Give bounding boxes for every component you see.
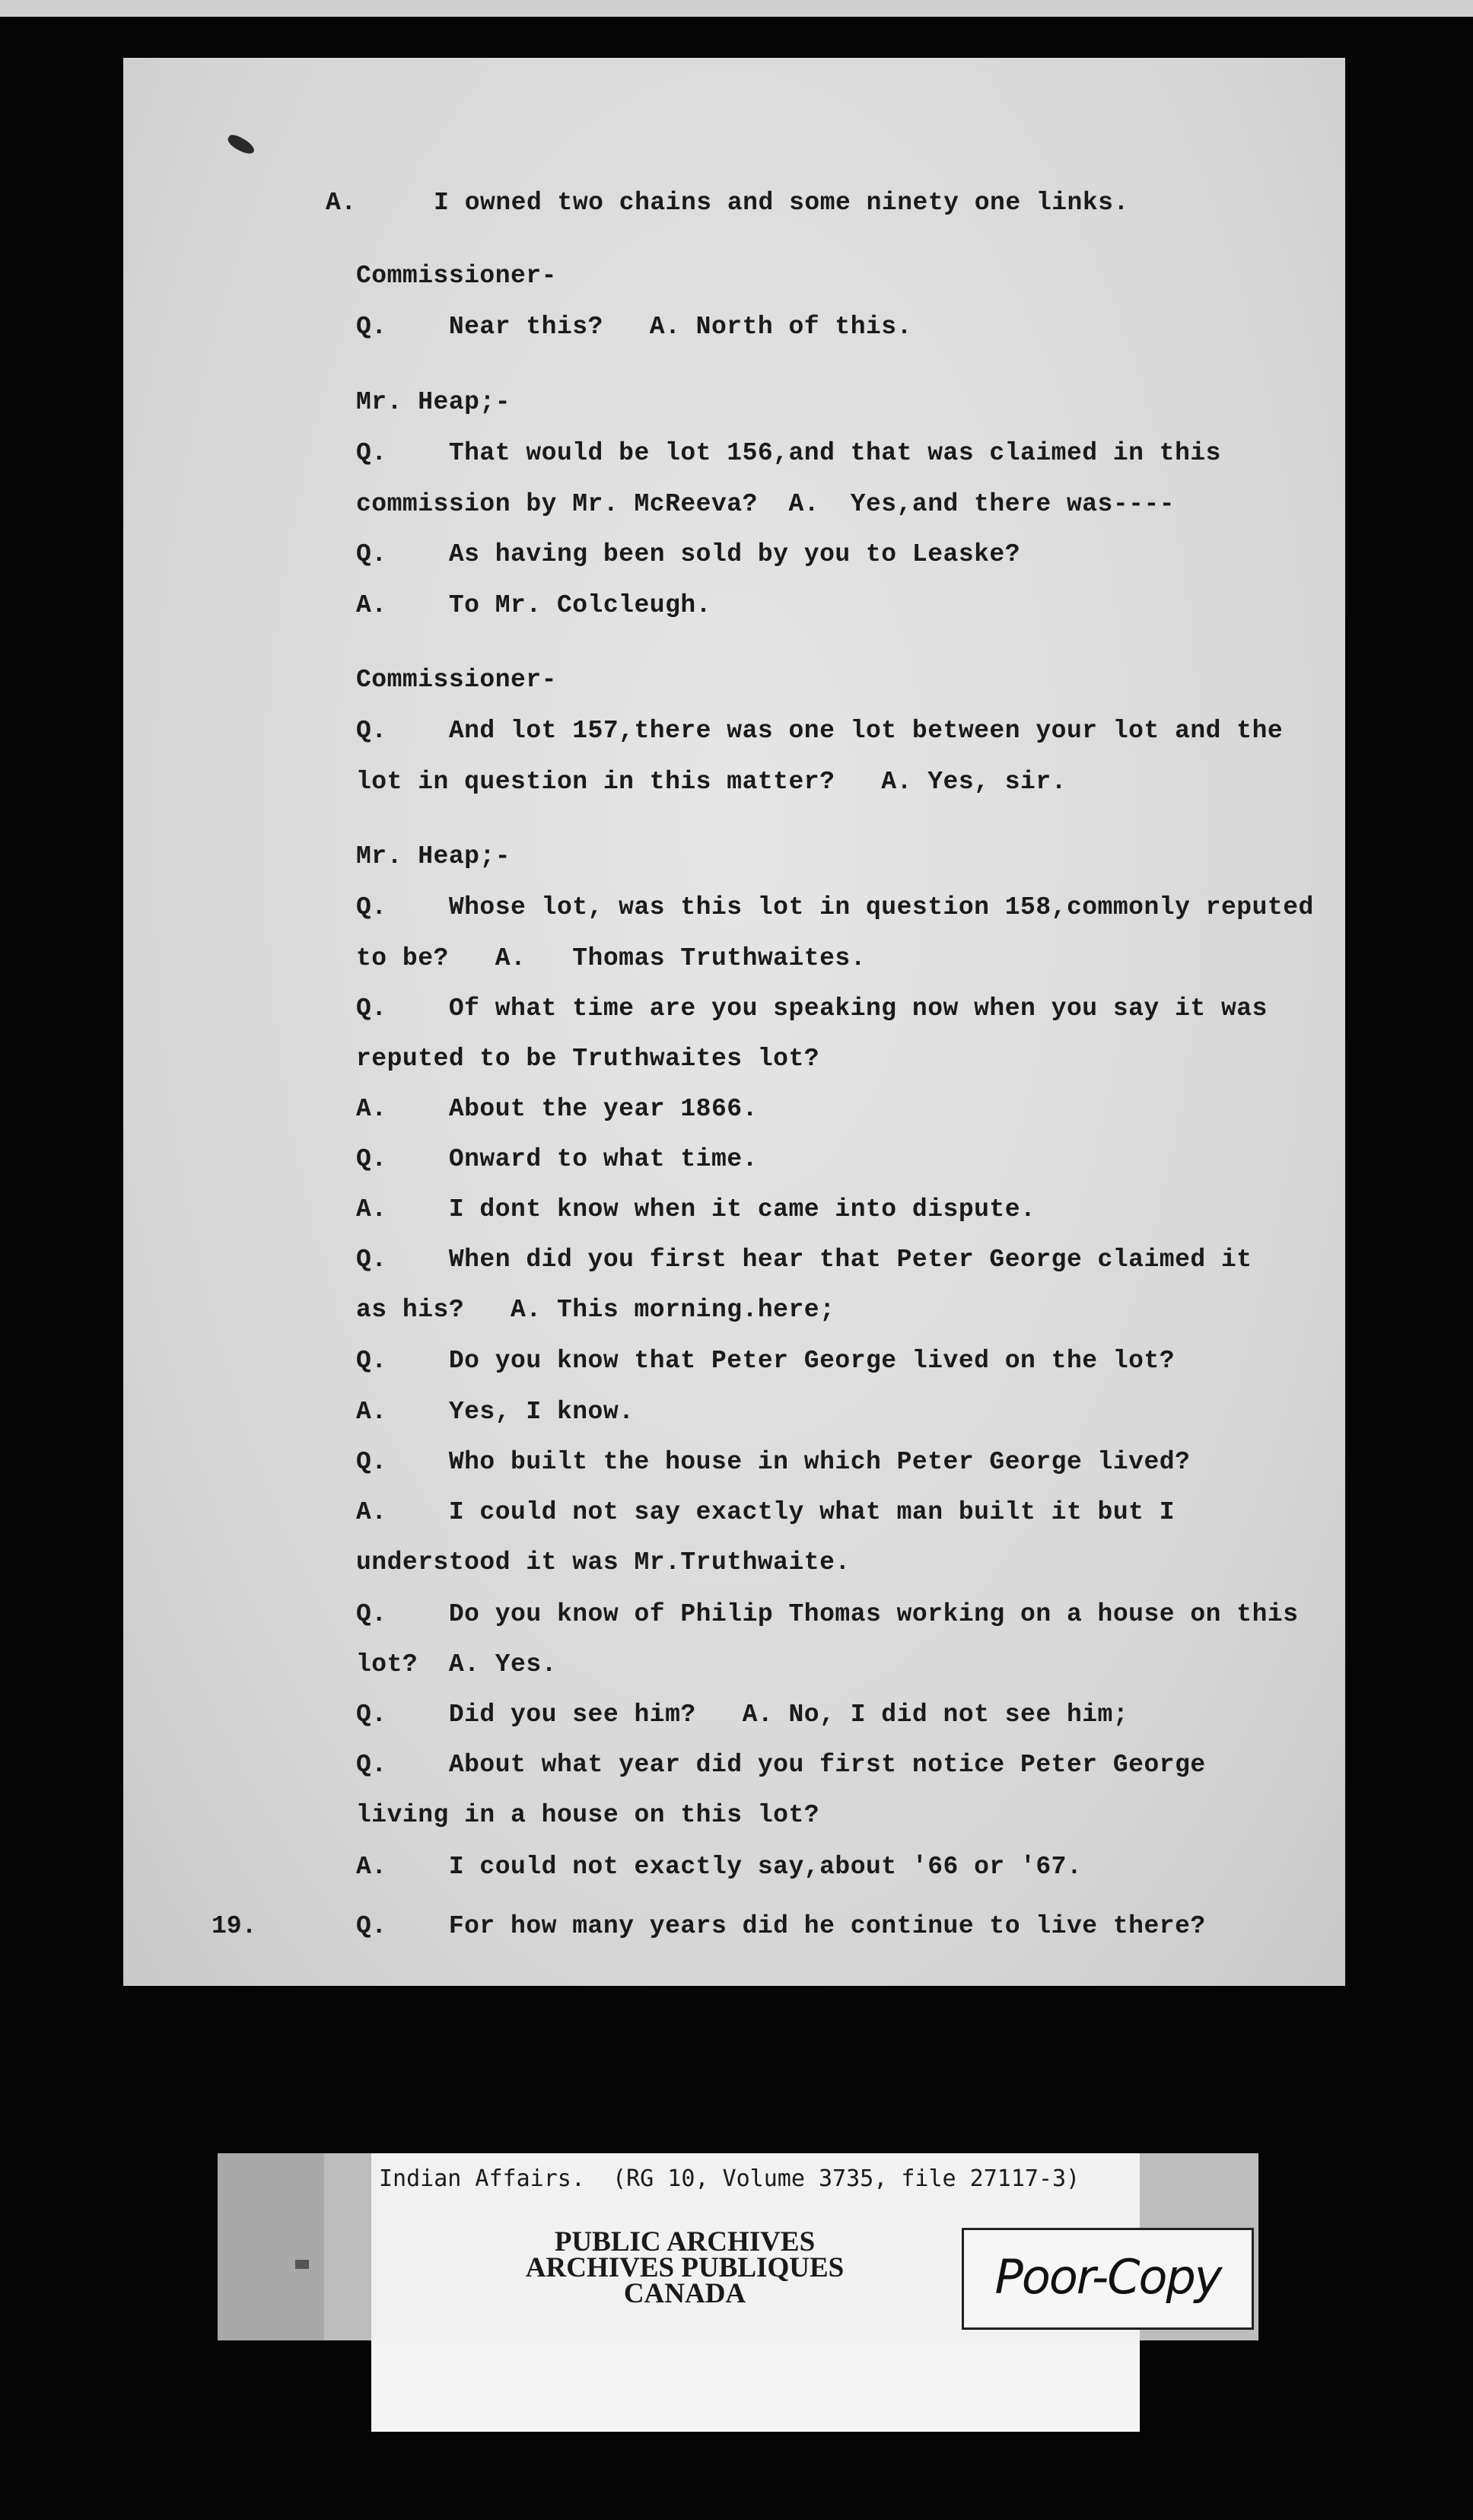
speaker-heading: Mr. Heap;- (356, 842, 511, 870)
speaker-heading: Commissioner- (356, 262, 557, 290)
transcript-line: Q. Onward to what time. (356, 1145, 758, 1173)
speaker-heading: Mr. Heap;- (356, 388, 511, 416)
transcript-line: Q. Do you know that Peter George lived on the lot? (356, 1347, 1176, 1375)
transcript-line: living in a house on this lot? (356, 1801, 820, 1829)
transcript-line: Q. As having been sold by you to Leaske? (356, 540, 1021, 568)
film-edge-strip (0, 0, 1473, 17)
transcript-line: A. Yes, I know. (356, 1398, 635, 1426)
transcript-line: Q. Do you know of Philip Thomas working on a house on this (356, 1600, 1299, 1628)
transcript-line: A. I could not say exactly what man built it but I (356, 1498, 1176, 1526)
transcript-line: commission by Mr. McReeva? A. Yes,and there was---- (356, 490, 1176, 518)
speaker-heading: Commissioner- (356, 666, 557, 694)
transcript-line: A. I could not exactly say,about '66 or '67. (356, 1853, 1083, 1881)
transcript-line: Q. Of what time are you speaking now when you say it was (356, 994, 1268, 1023)
stamp-line-english: PUBLIC ARCHIVES (554, 2226, 816, 2258)
transcript-line: A. I dont know when it came into dispute. (356, 1195, 1036, 1223)
transcript-line: Q. That would be lot 156,and that was claimed in this (356, 439, 1221, 467)
page-number: 19. (212, 1912, 257, 1940)
label-notch (295, 2260, 309, 2269)
transcript-line: Q. And lot 157,there was one lot between your lot and the (356, 717, 1284, 745)
archive-label-stub (218, 2153, 324, 2340)
transcript-line: understood it was Mr.Truthwaite. (356, 1548, 851, 1577)
transcript-line: Q. About what year did you first notice Peter George (356, 1751, 1206, 1779)
archive-reference: Indian Affairs. (RG 10, Volume 3735, file 27117-3) (379, 2165, 1080, 2192)
transcript-line: Q. Near this? A. North of this. (356, 313, 912, 341)
transcript-line: reputed to be Truthwaites lot? (356, 1045, 820, 1073)
archives-stamp (426, 2226, 943, 2336)
stamp-line-country: CANADA (623, 2278, 746, 2309)
transcript-line: as his? A. This morning.here; (356, 1296, 835, 1324)
poor-copy-label: Poor-Copy (962, 2228, 1254, 2330)
transcript-line: A. I owned two chains and some ninety one links. (326, 189, 1129, 217)
stamp-line-french: ARCHIVES PUBLIQUES (525, 2252, 845, 2283)
transcript-line: Q. Whose lot, was this lot in question 158,commonly reputed (356, 893, 1314, 921)
transcript-line: to be? A. Thomas Truthwaites. (356, 944, 867, 972)
transcript-line: lot in question in this matter? A. Yes, sir. (356, 768, 1067, 796)
transcript-line: Q. Who built the house in which Peter George lived? (356, 1448, 1191, 1476)
reference-card-lower (371, 2343, 1140, 2432)
transcript-line: A. About the year 1866. (356, 1095, 758, 1123)
transcript-line: Q. For how many years did he continue to live there? (356, 1912, 1206, 1940)
transcript-line: Q. Did you see him? A. No, I did not see him; (356, 1701, 1129, 1729)
transcript-line: lot? A. Yes. (356, 1650, 557, 1678)
transcript-line: A. To Mr. Colcleugh. (356, 591, 711, 619)
transcript-line: Q. When did you first hear that Peter George claimed it (356, 1246, 1252, 1274)
